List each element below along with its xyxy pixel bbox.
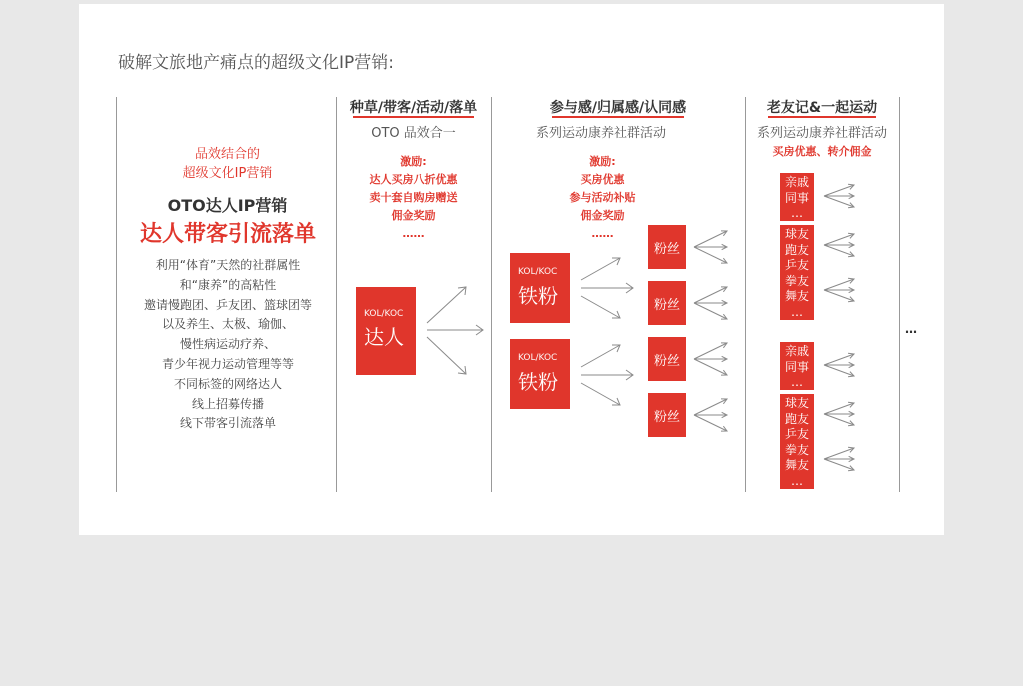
kol-label: KOL/KOC	[518, 353, 558, 363]
fans-box: 粉丝	[648, 337, 686, 381]
friends-arrow	[824, 196, 854, 207]
daren-label: 达人	[364, 325, 404, 349]
col1-body-line: 青少年视力运动管理等等	[161, 356, 294, 371]
col1-body-line: 和“康养”的高粘性	[179, 277, 277, 292]
col1-body-line: 利用“体育”天然的社群属性	[155, 258, 301, 272]
friends-arrow	[824, 185, 854, 196]
col3-incentive-item: ……	[591, 227, 614, 240]
col1-body-line: 线上招募传播	[191, 396, 264, 411]
col4-note: 买房优惠、转介佣金	[772, 145, 872, 158]
vbox-label: 跑友	[784, 411, 809, 426]
col2-incentive-item: 达人买房八折优惠	[369, 173, 458, 186]
vbox-label: 同事	[784, 190, 809, 205]
col1-tagline-line2: 超级文化IP营销	[182, 166, 273, 181]
tiefen-label: 铁粉	[518, 370, 558, 394]
kol-label: KOL/KOC	[518, 267, 558, 277]
vbox-label: 拳友	[784, 442, 809, 457]
more-ellipsis: …	[905, 322, 917, 336]
friends-arrow	[824, 459, 854, 470]
col3-incentive-item: 佣金奖励	[580, 209, 625, 222]
col1-body-line: 线下带客引流落单	[179, 416, 276, 431]
vbox-label: 球友	[784, 396, 809, 410]
col4-header: 老友记&一起运动	[766, 100, 878, 116]
friends-arrow	[824, 414, 854, 425]
col2-incentive-label: 激励:	[400, 155, 427, 168]
col1-tagline-line1: 品效结合的	[194, 147, 260, 162]
friends-arrow	[824, 365, 854, 376]
col3-incentive-item: 参与活动补贴	[569, 191, 636, 204]
col4-subtitle: 系列运动康养社群活动	[756, 126, 887, 141]
vbox-label: …	[791, 206, 803, 220]
vbox-label: 乒友	[784, 258, 809, 272]
vbox-label: 乒友	[784, 427, 809, 441]
tiefen-label: 铁粉	[518, 284, 558, 308]
col1-body-line: 不同标签的网络达人	[173, 376, 282, 391]
friends-arrow	[824, 403, 854, 414]
fans-box: 粉丝	[648, 281, 686, 325]
vbox-label: …	[791, 473, 803, 488]
friends-arrow	[824, 448, 854, 459]
friends-arrow	[824, 279, 854, 290]
col3-header: 参与感/归属感/认同感	[549, 100, 687, 116]
col1-heading: OTO达人IP营销	[167, 196, 288, 215]
vbox-label: …	[791, 375, 803, 389]
col2-header: 种草/带客/活动/落单	[349, 100, 478, 116]
vbox-label: …	[791, 304, 803, 319]
col3-incentive-item: 买房优惠	[580, 173, 625, 186]
vbox-label: 亲戚	[784, 175, 809, 189]
vbox-label: 舞友	[784, 289, 809, 303]
col2-incentive-item: 佣金奖励	[391, 209, 436, 222]
col1-body-line: 邀请慢跑团、乒友团、篮球团等	[143, 297, 312, 312]
kol-label: KOL/KOC	[364, 309, 404, 319]
fans-box: 粉丝	[648, 225, 686, 269]
fans-box: 粉丝	[648, 393, 686, 437]
friends-arrow	[824, 245, 854, 256]
friends-arrow	[824, 290, 854, 301]
friends-arrow	[824, 234, 854, 245]
page-title: 破解文旅地产痛点的超级文化IP营销:	[118, 53, 394, 73]
col1-body-line: 以及养生、太极、瑜伽、	[161, 317, 294, 332]
vbox-label: 亲戚	[784, 344, 809, 358]
col3-incentive-label: 激励:	[589, 155, 616, 168]
vbox-label: 拳友	[784, 273, 809, 288]
vbox-label: 球友	[784, 227, 809, 241]
vbox-label: 舞友	[784, 458, 809, 472]
friends-arrow	[824, 354, 854, 365]
vbox-label: 跑友	[784, 242, 809, 257]
col1-body-line: 慢性病运动疗养、	[179, 337, 276, 352]
col2-incentive-item: ……	[402, 227, 425, 240]
col1-big-title: 达人带客引流落单	[139, 222, 316, 247]
col2-incentive-item: 卖十套自购房赠送	[369, 191, 458, 204]
vbox-label: 同事	[784, 359, 809, 374]
col3-subtitle: 系列运动康养社群活动	[535, 126, 666, 141]
col2-subtitle: OTO 品效合一	[371, 126, 456, 141]
